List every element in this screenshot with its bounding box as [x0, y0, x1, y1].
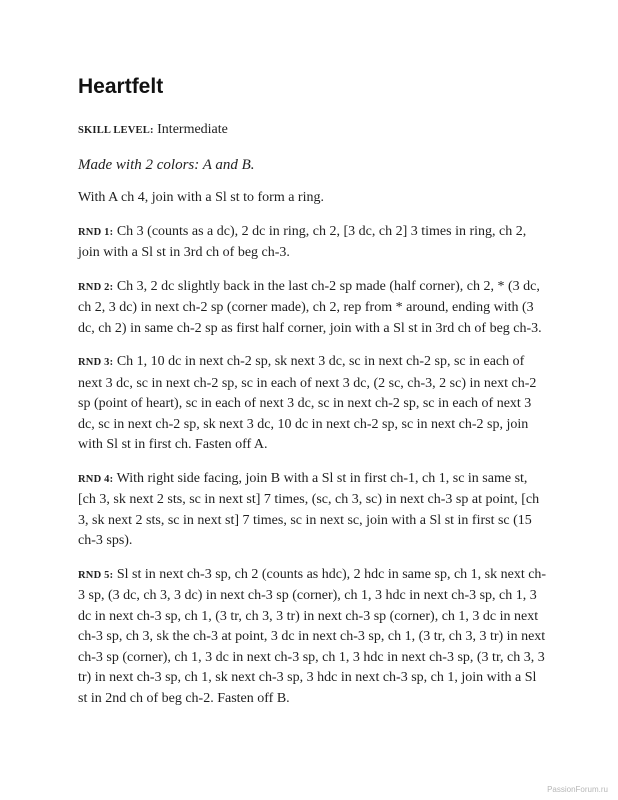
round-3 — [78, 352, 548, 456]
round-text: Ch 1, 10 dc in next ch-2 sp, sk next 3 dc, sc in next ch-2 sp, sc in each of next 3 dc, sc in next ch-2 sp, sc in each of next 3 dc, (2 sc, ch-3, 2 sc) in next ch-2 sp (point of heart), sc in each of next 3 dc, sc in next ch-2 sp, sc in each of next 3 dc, sc in next ch-2 sp, sk next 3 dc, 10 dc in next ch-2 sp, sc in next ch-2 sp, join with Sl st in first ch. Fasten off A. — [78, 354, 537, 452]
round-label: RND 1: — [78, 226, 114, 238]
round-2 — [78, 277, 548, 340]
round-4 — [78, 469, 548, 552]
round-text: Sl st in next ch-3 sp, ch 2 (counts as hdc), 2 hdc in same sp, ch 1, sk next ch-3 sp, (3 dc, ch 3, 3 dc) in next ch-3 sp (corner), ch 1, 3 hdc in next ch-3 sp, ch 1, 3 dc in next ch-3 sp, ch 1, (3 tr, ch 3, 3 tr) in next ch-3 sp (corner), ch 1, 3 dc in next ch-3 sp, ch 3, sk the ch-3 at point, 3 dc in next ch-3 sp, ch 1, (3 tr, ch 3, 3 tr) in next ch-3 sp (corner), ch 1, 3 dc in next ch-3 sp, ch 1, 3 hdc in next ch-3 sp, (3 tr, ch 3, 3 tr) in next ch-3 sp, ch 1, sk next ch-3 sp, 3 hdc in next ch-3 sp, ch 1, join with a Sl st in 2nd ch of beg ch-2. Fasten off B. — [78, 566, 547, 706]
round-text: With right side facing, join B with a Sl st in first ch-1, ch 1, sc in same st, [ch 3, sk next 2 sts, sc in next st] 7 times, (sc, ch 3, sc) in next ch-3 sp at point, [ch 3, sk next 2 sts, sc in next st] 7 times, sc in next sc, join with a Sl st in first sc (15 ch-3 sps). — [78, 470, 540, 548]
round-text: Ch 3, 2 dc slightly back in the last ch-2 sp made (half corner), ch 2, * (3 dc, ch 2, 3 dc) in next ch-2 sp (corner made), ch 2, rep from * around, ending with (3 dc, ch 2) in same ch-2 sp as first half corner, join with a Sl st in 3rd ch of beg ch-3. — [78, 278, 542, 336]
skill-level-label: SKILL LEVEL: — [78, 125, 154, 136]
round-label: RND 4: — [78, 473, 114, 485]
watermark: PassionForum.ru — [547, 785, 608, 794]
round-text: Ch 3 (counts as a dc), 2 dc in ring, ch 2, [3 dc, ch 2] 3 times in ring, ch 2, join with a Sl st in 3rd ch of beg ch-3. — [78, 223, 527, 260]
intro-instruction: With A ch 4, join with a Sl st to form a ring. — [78, 190, 324, 205]
round-label: RND 2: — [78, 281, 114, 293]
pattern-page — [78, 74, 548, 722]
round-1 — [78, 222, 548, 264]
round-label: RND 3: — [78, 357, 114, 368]
colors-note: Made with 2 colors: A and B. — [78, 156, 255, 173]
skill-level-value: Intermediate — [157, 122, 228, 137]
round-label: RND 5: — [78, 569, 114, 581]
pattern-title: Heartfelt — [78, 75, 164, 98]
skill-level-line — [78, 120, 548, 142]
round-5 — [78, 565, 548, 710]
